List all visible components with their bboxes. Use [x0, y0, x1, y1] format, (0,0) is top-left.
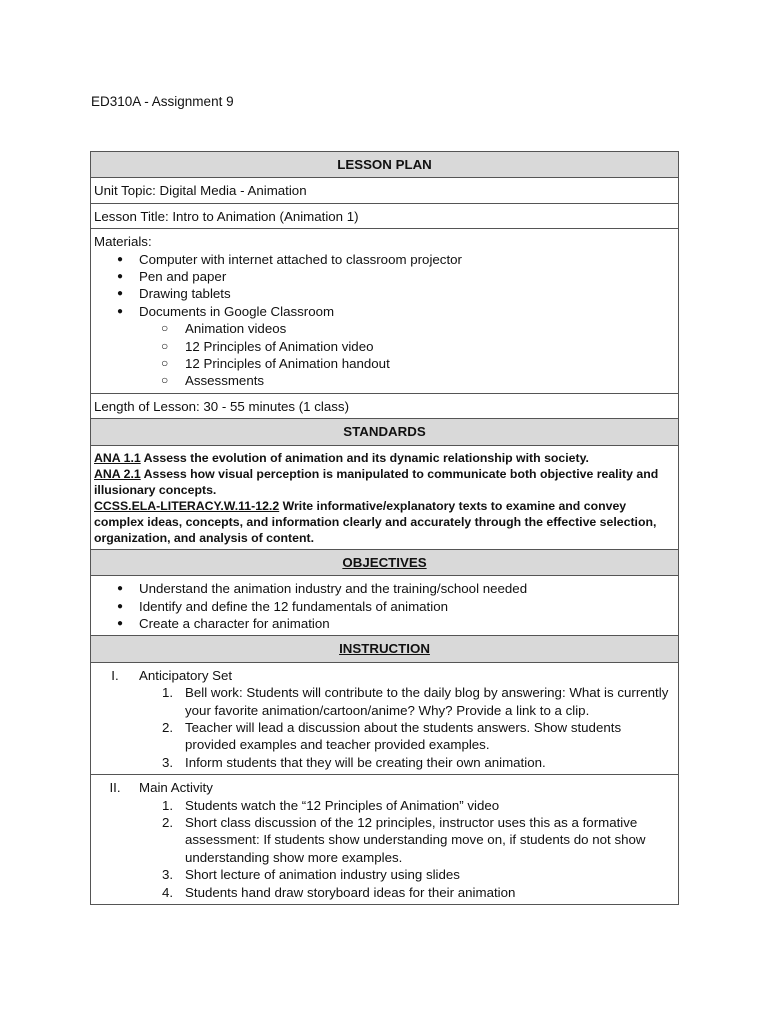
lesson-length: Length of Lesson: 30 - 55 minutes (1 class)	[91, 393, 679, 418]
objective-item: ● Identify and define the 12 fundamentals of animation	[94, 598, 674, 615]
document-item: ○ Assessments	[94, 372, 674, 389]
standard-text: Assess how visual perception is manipulated to communicate both objective reality and illusionary concepts.	[94, 466, 659, 497]
materials-label: Materials:	[94, 234, 152, 250]
section-numeral: II.	[109, 780, 121, 796]
step-text: Short lecture of animation industry using slides	[185, 867, 460, 883]
step-number: 2.	[162, 814, 174, 830]
objectives-list	[94, 580, 674, 632]
objectives-header: OBJECTIVES	[342, 554, 427, 570]
objectives-cell	[91, 576, 679, 636]
step-number: 4.	[162, 884, 174, 900]
materials-list	[94, 251, 674, 321]
steps-list	[94, 684, 674, 771]
step-text: Teacher will lead a discussion about the students answers. Show students provided examples and teacher provided examples.	[185, 719, 622, 753]
documents-list	[94, 320, 674, 390]
step-text: Students hand draw storyboard ideas for their animation	[185, 884, 516, 900]
material-item: ● Documents in Google Classroom	[94, 303, 674, 320]
objectives-header-cell	[91, 549, 679, 575]
standards-header-row	[91, 419, 679, 445]
section-heading	[94, 667, 674, 684]
standard-text: Write informative/explanatory texts to examine and convey complex ideas, concepts, and information clearly and accurately through the effective selection, organization, and analysis of content.	[94, 498, 657, 545]
lesson-title: Lesson Title: Intro to Animation (Animation 1)	[91, 203, 679, 228]
step-item	[94, 684, 674, 719]
section-title: Main Activity	[139, 780, 213, 796]
section-numeral: I.	[111, 667, 119, 683]
step-number: 3.	[162, 754, 174, 770]
step-item	[94, 719, 674, 754]
section-heading	[94, 779, 674, 796]
objective-item: ● Create a character for animation	[94, 615, 674, 632]
document-item: ○ Animation videos	[94, 320, 674, 337]
standards-cell	[91, 445, 679, 549]
material-item: ● Computer with internet attached to classroom projector	[94, 251, 674, 268]
step-item	[94, 814, 674, 866]
standard-code[interactable]: ANA 2.1	[94, 466, 141, 481]
section-title: Anticipatory Set	[139, 667, 233, 683]
anticipatory-set-cell	[91, 662, 679, 774]
step-number: 3.	[162, 867, 174, 883]
step-item	[94, 754, 674, 771]
material-item: ● Pen and paper	[94, 268, 674, 285]
step-number: 2.	[162, 719, 174, 735]
main-activity-cell	[91, 775, 679, 905]
objectives-header-row	[91, 549, 679, 575]
step-item	[94, 866, 674, 883]
step-number: 1.	[162, 797, 174, 813]
steps-list	[94, 797, 674, 901]
materials-cell	[91, 229, 679, 394]
standards-header: STANDARDS	[91, 419, 679, 445]
standard-item	[94, 498, 674, 546]
standard-code[interactable]: CCSS.ELA-LITERACY.W.11-12.2	[94, 498, 280, 513]
lesson-plan-header-row	[91, 152, 679, 178]
document-title: ED310A - Assignment 9	[91, 94, 234, 109]
standard-item	[94, 466, 674, 498]
step-text: Short class discussion of the 12 principles, instructor uses this as a formative assessment: If students show understanding move on, if students do not show understanding show more examples.	[185, 814, 646, 865]
document-item: ○ 12 Principles of Animation video	[94, 338, 674, 355]
step-text: Inform students that they will be creating their own animation.	[185, 754, 546, 770]
document-item: ○ 12 Principles of Animation handout	[94, 355, 674, 372]
objective-item: ● Understand the animation industry and the training/school needed	[94, 580, 674, 597]
step-item	[94, 884, 674, 901]
instruction-header: INSTRUCTION	[339, 641, 430, 657]
lesson-plan-table	[90, 151, 679, 905]
standard-item	[94, 450, 674, 466]
lesson-plan-header: LESSON PLAN	[91, 152, 679, 178]
step-item	[94, 797, 674, 814]
step-text: Bell work: Students will contribute to the daily blog by answering: What is currently your favorite animation/cartoon/anime? Why? Provide a link to a clip.	[185, 685, 669, 718]
standard-text: Assess the evolution of animation and its dynamic relationship with society.	[140, 450, 589, 465]
material-item: ● Drawing tablets	[94, 285, 674, 302]
unit-topic: Unit Topic: Digital Media - Animation	[91, 178, 679, 203]
instruction-header-row	[91, 636, 679, 662]
standard-code[interactable]: ANA 1.1	[94, 450, 141, 465]
instruction-header-cell	[91, 636, 679, 662]
step-number: 1.	[162, 685, 174, 701]
step-text: Students watch the “12 Principles of Animation” video	[185, 797, 500, 813]
